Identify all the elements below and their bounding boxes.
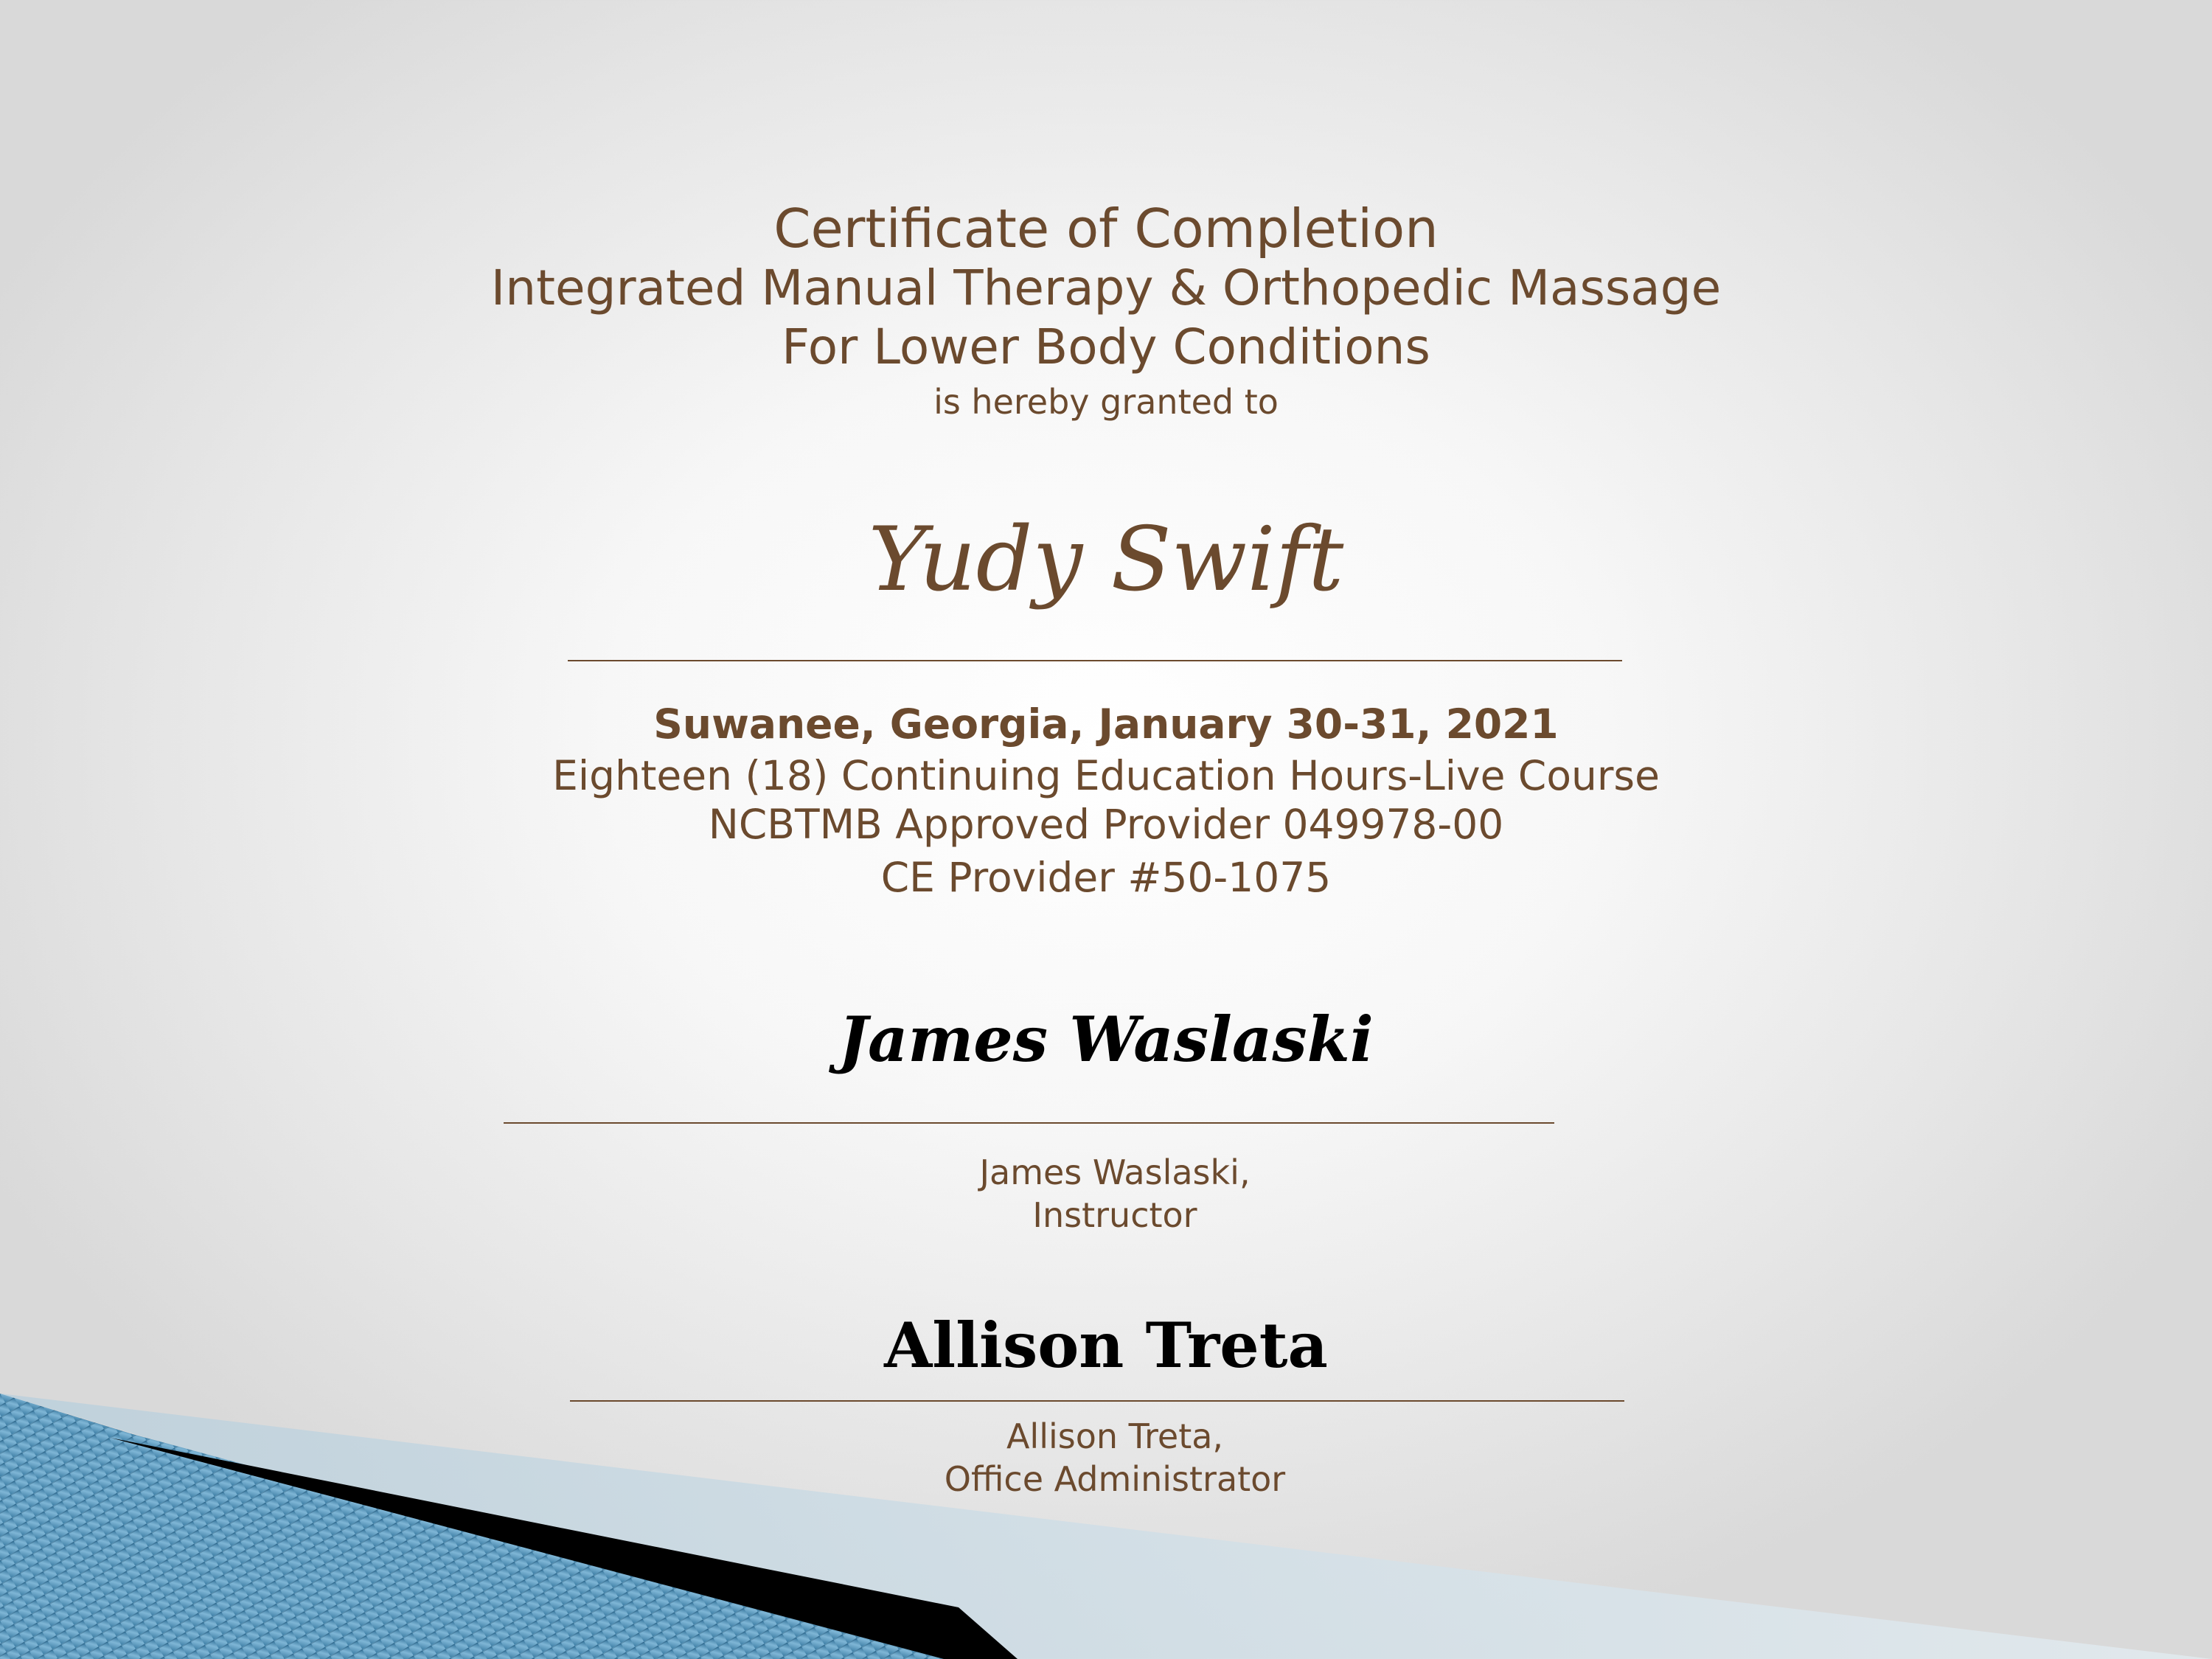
granted-text: is hereby granted to <box>933 382 1279 422</box>
instructor-signature: James Waslaski <box>838 1003 1374 1076</box>
corner-decoration <box>0 1394 2212 1659</box>
admin-role: Office Administrator <box>944 1459 1286 1499</box>
ce-hours: Eighteen (18) Continuing Education Hours-Live Course <box>552 752 1660 799</box>
instructor-name: James Waslaski, <box>979 1152 1251 1192</box>
course-title-line2: For Lower Body Conditions <box>782 319 1430 375</box>
approved-provider: NCBTMB Approved Provider 049978-00 <box>708 801 1504 848</box>
ce-provider-number: CE Provider #50-1075 <box>880 854 1332 901</box>
admin-name: Allison Treta, <box>1006 1416 1224 1456</box>
admin-signature: Allison Treta <box>884 1309 1328 1382</box>
instructor-role: Instructor <box>1032 1195 1197 1235</box>
location-date: Suwanee, Georgia, January 30-31, 2021 <box>653 700 1559 748</box>
recipient-name: Yudy Swift <box>868 509 1344 611</box>
course-title-line1: Integrated Manual Therapy & Orthopedic Massage <box>490 260 1722 316</box>
instructor-signature-line <box>504 1122 1554 1124</box>
recipient-divider <box>568 660 1622 661</box>
certificate-title: Certificate of Completion <box>773 198 1439 260</box>
